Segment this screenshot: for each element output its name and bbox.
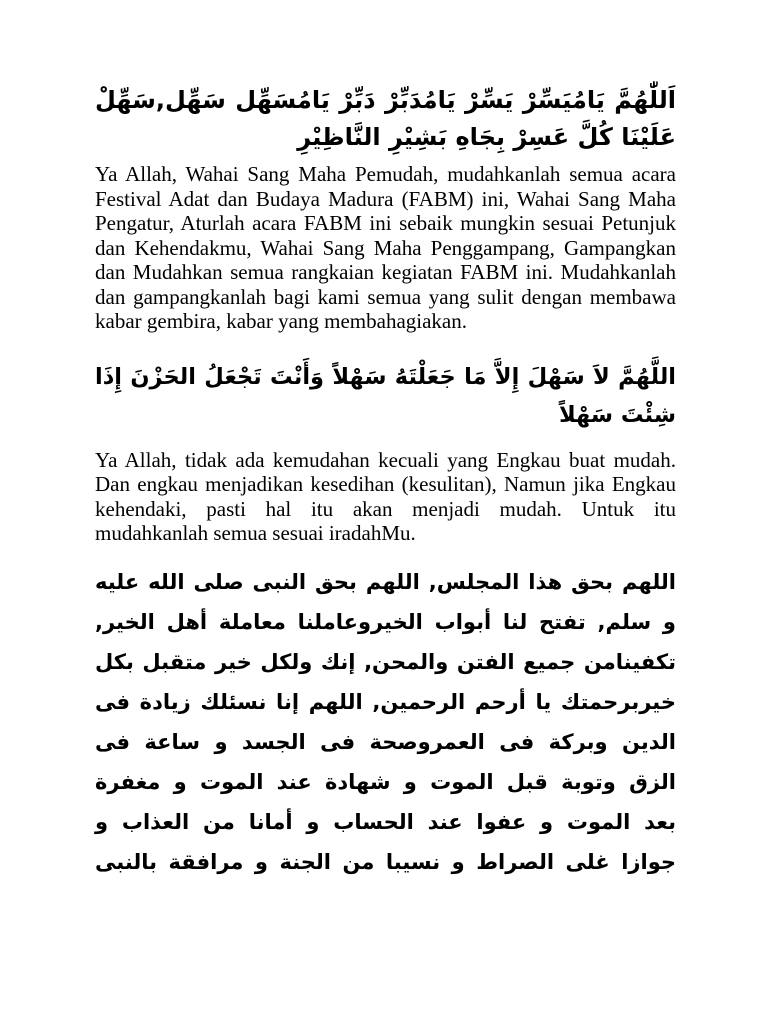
prayer-3-arabic-line-6: الزق وتوبة قبل الموت و شهادة عند الموت و مغفرة — [95, 769, 676, 794]
prayer-1-arabic-line-1: اَللّٰهُمَّ يَامُيَسِّرْ يَسِّرْ يَامُدَبِّرْ دَبِّرْ يَامُسَهِّل سَهِّل,سَهِّلْ — [95, 86, 676, 114]
prayer-3-arabic-line-2: و سلم, تفتح لنا أبواب الخيروعاملنا معاملة أهل الخير, — [95, 609, 676, 634]
prayer-1-arabic — [95, 82, 676, 156]
prayer-3-arabic-line-8: جوازا غلى الصراط و نسيبا من الجنة و مرافقة بالنبى — [95, 849, 676, 874]
prayer-3-arabic-line-5: الدين وبركة فى العمروصحة فى الجسد و ساعة فى — [95, 729, 676, 754]
prayer-3-arabic — [95, 562, 676, 882]
prayer-2-arabic-line-1: اللَّهُمَّ لاَ سَهْلَ إِلاَّ مَا جَعَلْتَهُ سَهْلاً وَأَنْتَ تَجْعَلُ الحَزْنَ إِذَا — [95, 363, 676, 390]
prayer-3-arabic-line-4: خيربرحمتك يا أرحم الرحمين, اللهم إنا نسئلك زيادة فى — [95, 689, 676, 714]
prayer-1-arabic-line-2: عَلَيْنَا كُلَّ عَسِرْ بِجَاهِ بَشِيْرِ النَّاظِيْرِ — [297, 123, 676, 151]
prayer-2-arabic — [95, 358, 676, 434]
prayer-2-arabic-line-2: شِئْتَ سَهْلاً — [558, 401, 676, 428]
prayer-2-translation: Ya Allah, tidak ada kemudahan kecuali yang Engkau buat mudah. Dan engkau menjadikan kesedihan (kesulitan), Namun jika Engkau kehendaki, pasti hal itu akan menjadi mudah. Untuk itu mudahkanlah semua sesuai iradahMu. — [95, 447, 676, 545]
document-page — [95, 0, 676, 882]
prayer-1-translation: Ya Allah, Wahai Sang Maha Pemudah, mudahkanlah semua acara Festival Adat dan Budaya Madura (FABM) ini, Wahai Sang Maha Pengatur, Aturlah acara FABM ini sebaik mungkin sesuai Petunjuk dan Kehendakmu, Wahai Sang Maha Penggampang, Gampangkan dan Mudahkan semua rangkaian kegiatan FABM ini. Mudahkanlah dan gampangkanlah bagi kami semua yang sulit dengan membawa kabar gembira, kabar yang membahagiakan. — [95, 162, 676, 333]
prayer-3-arabic-line-3: تكفينامن جميع الفتن والمحن, إنك ولكل خير متقبل بكل — [95, 649, 676, 674]
prayer-3-arabic-line-1: اللهم بحق هذا المجلس, اللهم بحق النبى صلى الله عليه — [95, 569, 676, 594]
prayer-3-arabic-line-7: بعد الموت و عفوا عند الحساب و أمانا من العذاب و — [95, 809, 676, 834]
